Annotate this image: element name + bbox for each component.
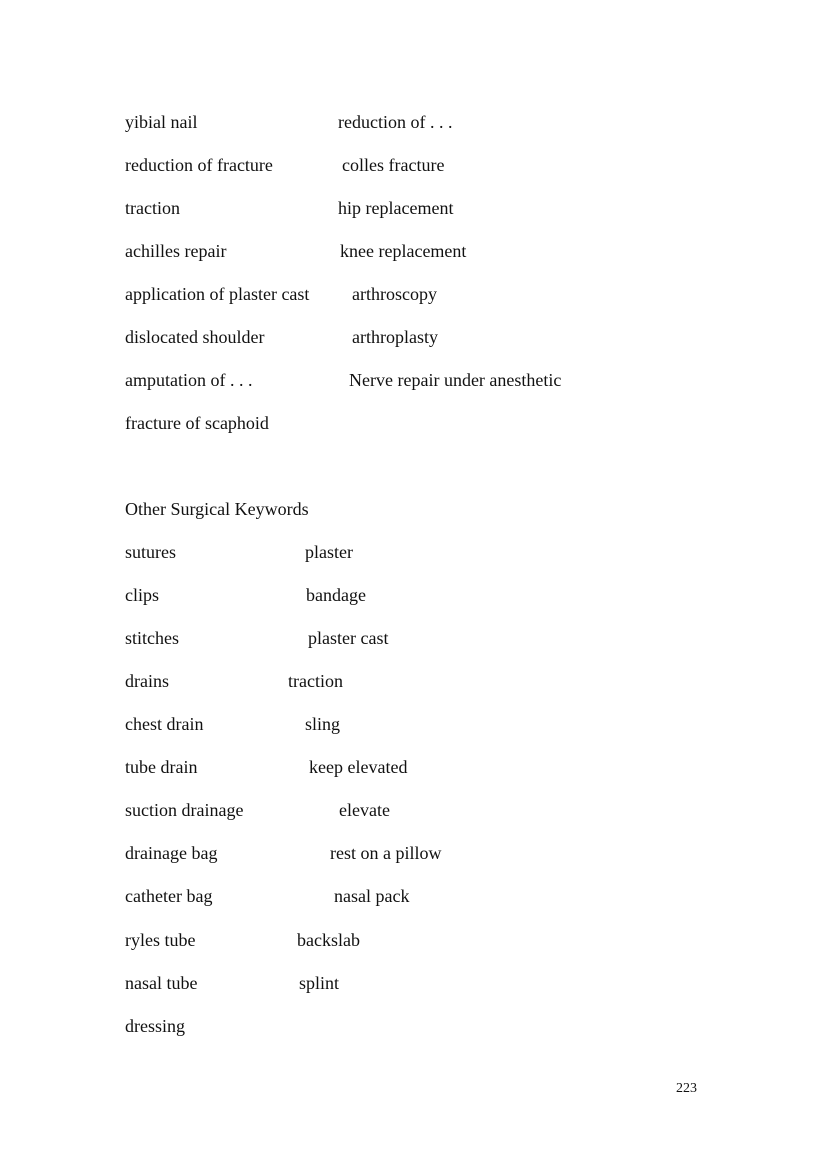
other-right-item: plaster — [305, 542, 353, 562]
other-right-item: elevate — [339, 800, 390, 820]
other-right-item: keep elevated — [309, 757, 408, 777]
ortho-left-item: application of plaster cast — [125, 284, 310, 304]
other-left-item: ryles tube — [125, 930, 196, 950]
other-left-item: clips — [125, 585, 159, 605]
ortho-right-item: arthroplasty — [352, 327, 438, 347]
other-right-item: plaster cast — [308, 628, 389, 648]
ortho-left-item: achilles repair — [125, 241, 227, 261]
ortho-right-item: knee replacement — [340, 241, 467, 261]
other-left-item: suction drainage — [125, 800, 244, 820]
other-left-item: drainage bag — [125, 843, 218, 863]
other-right-item: splint — [299, 973, 340, 993]
other-right-item: traction — [288, 671, 343, 691]
other-right-item: nasal pack — [334, 886, 410, 906]
other-right-item: rest on a pillow — [330, 843, 442, 863]
ortho-right-item: reduction of . . . — [338, 112, 453, 132]
other-left-item: dressing — [125, 1016, 185, 1036]
other-right-item: sling — [305, 714, 341, 734]
other-left-item: catheter bag — [125, 886, 213, 906]
other-left-item: nasal tube — [125, 973, 198, 993]
ortho-right-item: hip replacement — [338, 198, 454, 218]
ortho-right-item: colles fracture — [342, 155, 445, 175]
ortho-right-item: Nerve repair under anesthetic — [349, 370, 562, 390]
ortho-left-item: reduction of fracture — [125, 155, 273, 175]
ortho-left-item: yibial nail — [125, 112, 198, 132]
ortho-right-item: arthroscopy — [352, 284, 437, 304]
other-left-item: sutures — [125, 542, 176, 562]
section-heading: Other Surgical Keywords — [125, 499, 309, 519]
ortho-left-item: fracture of scaphoid — [125, 413, 269, 433]
ortho-left-item: amputation of . . . — [125, 370, 253, 390]
other-left-item: tube drain — [125, 757, 198, 777]
ortho-left-item: traction — [125, 198, 180, 218]
other-right-item: backslab — [297, 930, 360, 950]
other-left-item: drains — [125, 671, 169, 691]
ortho-left-item: dislocated shoulder — [125, 327, 265, 347]
other-left-item: stitches — [125, 628, 179, 648]
other-left-item: chest drain — [125, 714, 204, 734]
other-right-item: bandage — [306, 585, 366, 605]
page-number: 223 — [676, 1081, 697, 1096]
